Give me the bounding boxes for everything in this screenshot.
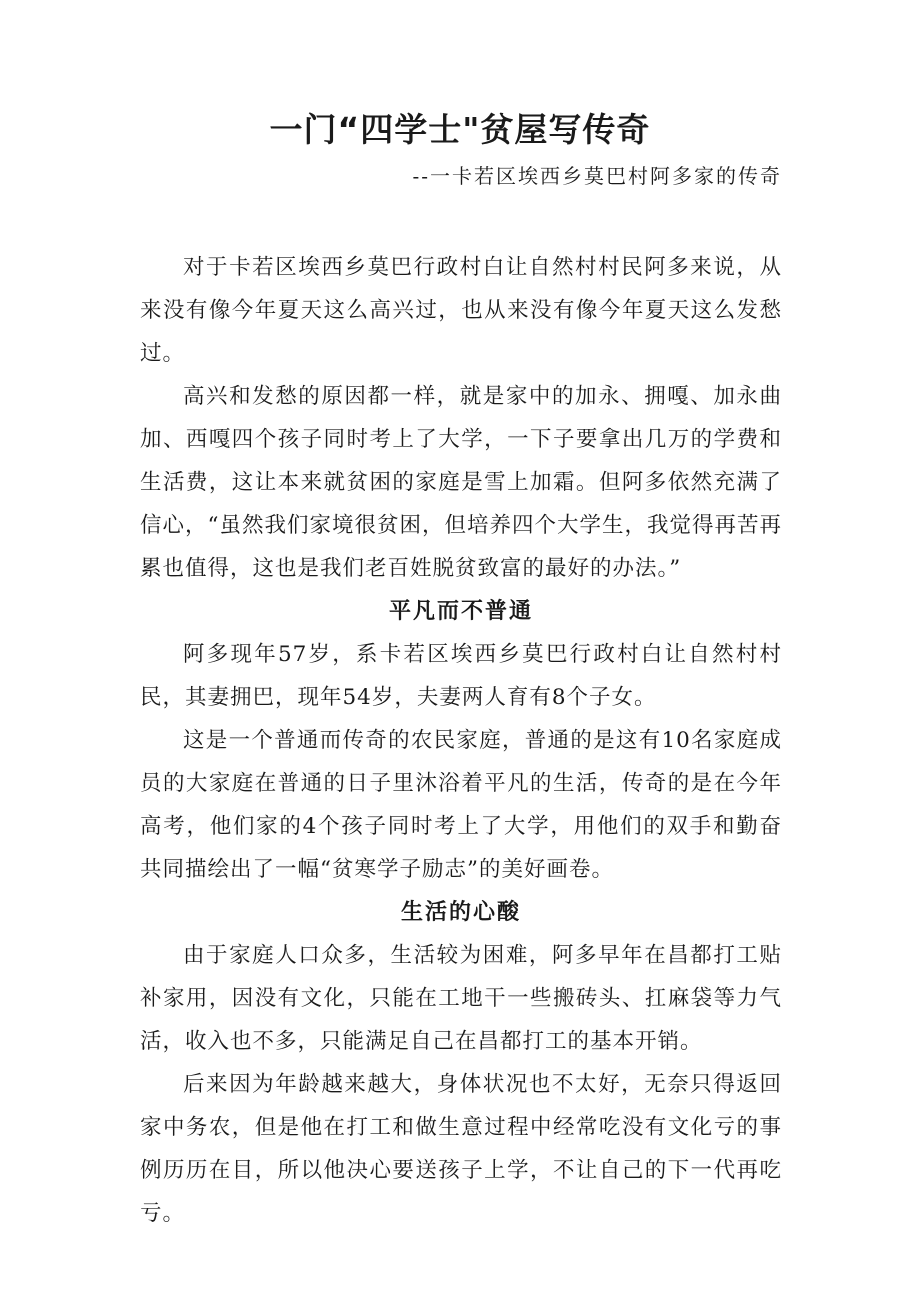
intro-paragraph-2: 高兴和发愁的原因都一样，就是家中的加永、拥嘎、加永曲加、西嘎四个孩子同时考上了大学，一下子要拿出几万的学费和生活费，这让本来就贫困的家庭是雪上加霜。但阿多依然充满了信心，“虽然我们家境很贫困，但培养四个大学生，我觉得再苦再累也值得，这也是我们老百姓脱贫致富的最好的办法。” [140, 384, 782, 581]
intro-paragraph-1: 对于卡若区埃西乡莫巴行政村白让自然村村民阿多来说，从来没有像今年夏天这么高兴过，也从来没有像今年夏天这么发愁过。 [140, 255, 782, 366]
section1-paragraph-1: 阿多现年57岁，系卡若区埃西乡莫巴行政村白让自然村村民，其妻拥巴，现年54岁，夫妻两人育有8个子女。 [140, 642, 782, 710]
document-title: 一门“四学士"贫屋写传奇 [269, 110, 651, 149]
document-body [140, 246, 782, 1235]
document-subtitle: --一卡若区埃西乡莫巴村阿多家的传奇 [412, 164, 782, 188]
section2-paragraph-2: 后来因为年龄越来越大，身体状况也不太好，无奈只得返回家中务农，但是他在打工和做生意过程中经常吃没有文化亏的事例历历在目，所以他决心要送孩子上学，不让自己的下一代再吃亏。 [140, 1072, 782, 1226]
section-heading-ordinary: 平凡而不普通 [388, 598, 533, 624]
section2-paragraph-1: 由于家庭人口众多，生活较为困难，阿多早年在昌都打工贴补家用，因没有文化，只能在工地干一些搬砖头、扛麻袋等力气活，收入也不多，只能满足自己在昌都打工的基本开销。 [140, 943, 782, 1054]
section-heading-hardship: 生活的心酸 [400, 899, 521, 925]
section1-paragraph-2: 这是一个普通而传奇的农民家庭，普通的是这有10名家庭成员的大家庭在普通的日子里沐浴着平凡的生活，传奇的是在今年高考，他们家的4个孩子同时考上了大学，用他们的双手和勤奋共同描绘出了一幅“贫寒学子励志”的美好画卷。 [140, 728, 782, 882]
